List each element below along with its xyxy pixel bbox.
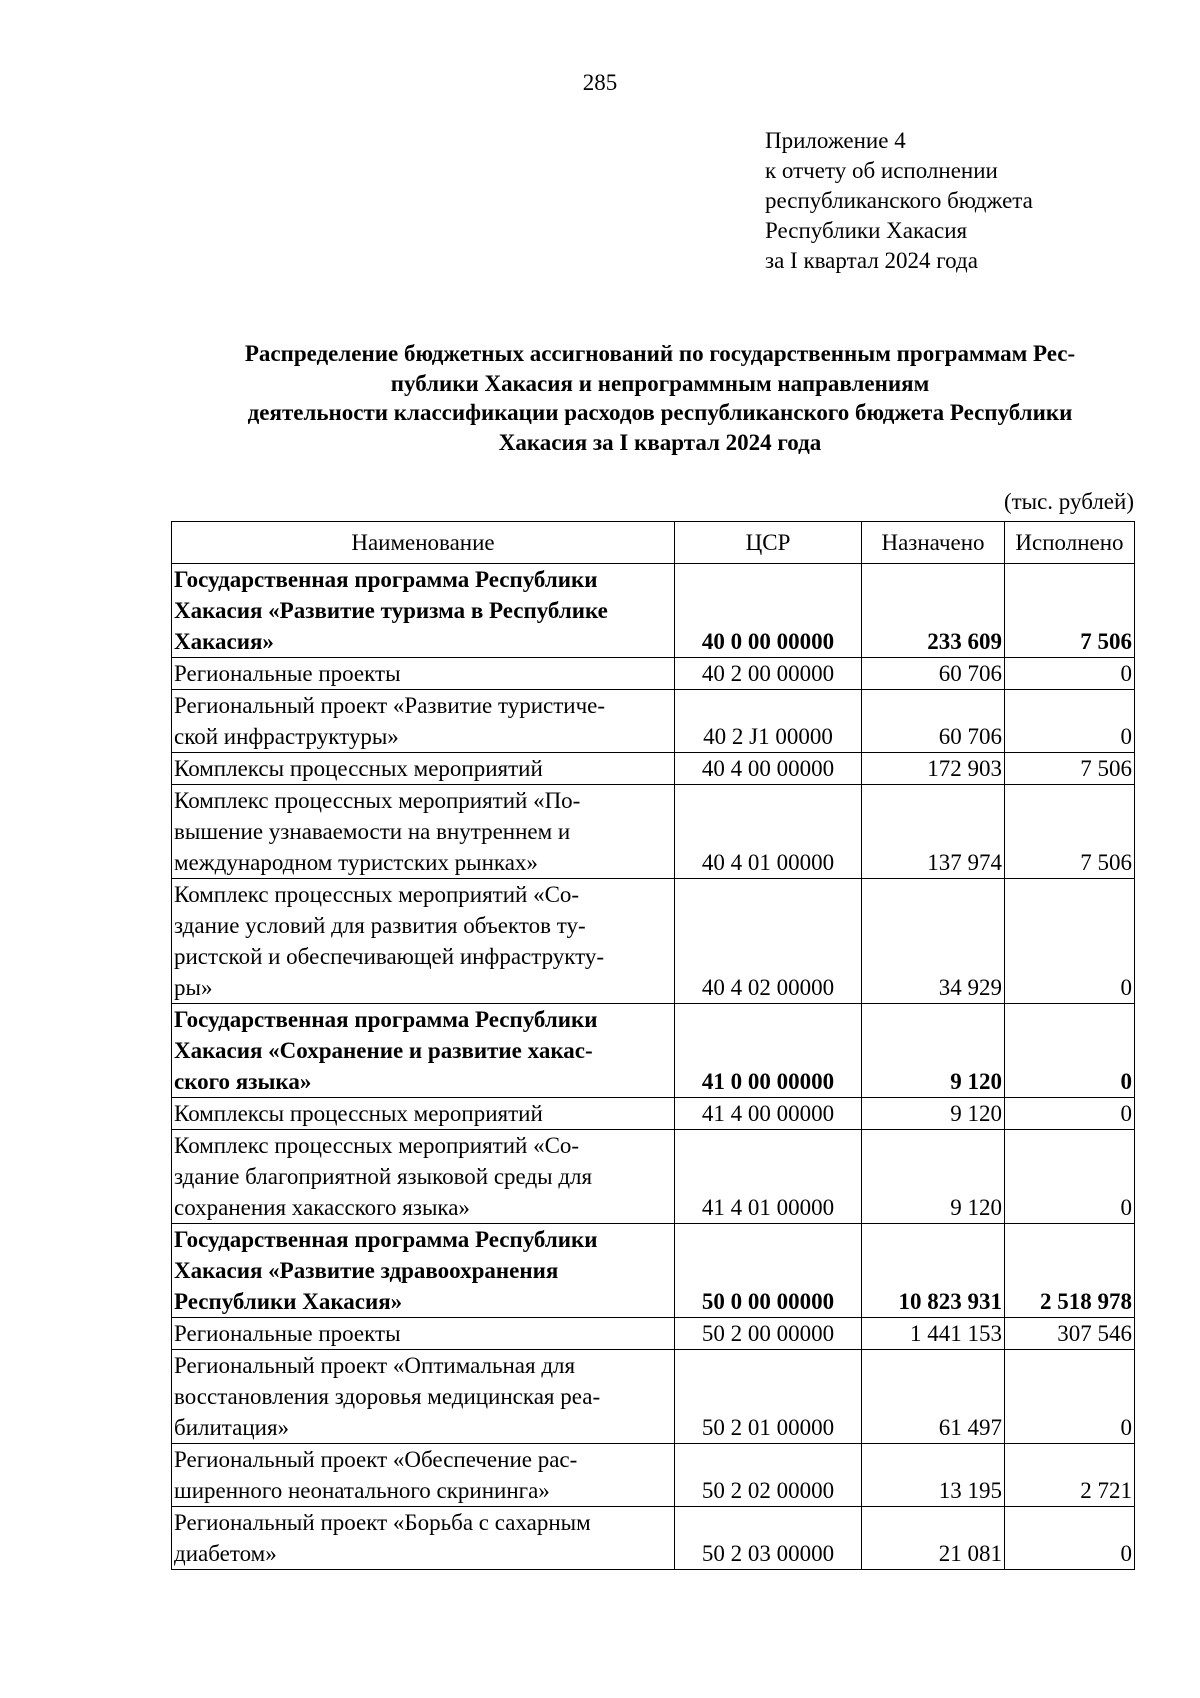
cell-code: 50 2 03 00000	[675, 1507, 862, 1570]
cell-name-line: Региональный проект «Обеспечение рас-	[174, 1447, 578, 1472]
table-body	[172, 564, 1135, 1570]
cell-code: 40 4 01 00000	[675, 785, 862, 879]
cell-name-line: Государственная программа Республики	[174, 567, 598, 592]
cell-name-line: международном туристских рынках»	[174, 850, 538, 875]
table-row	[172, 1224, 1135, 1318]
cell-name-line: Региональные проекты	[174, 1321, 401, 1346]
cell-plan: 10 823 931	[862, 1224, 1005, 1318]
title-line: публики Хакасия и непрограммным направлениям	[390, 370, 930, 396]
cell-code: 50 2 00 00000	[675, 1318, 862, 1350]
cell-name-line: ристской и обеспечивающей инфраструкту-	[174, 944, 605, 969]
table-row	[172, 1130, 1135, 1224]
cell-done: 0	[1005, 690, 1135, 753]
cell-done: 0	[1005, 1350, 1135, 1444]
budget-table	[171, 521, 1135, 1570]
cell-done: 7 506	[1005, 753, 1135, 785]
cell-name-line: Хакасия «Развитие здравоохранения	[174, 1258, 559, 1283]
cell-name-line: Комплекс процессных мероприятий «Со-	[174, 1133, 580, 1158]
cell-code: 50 2 01 00000	[675, 1350, 862, 1444]
cell-plan: 172 903	[862, 753, 1005, 785]
cell-name-line: ры»	[174, 975, 213, 1000]
units-label: (тыс. рублей)	[1003, 489, 1134, 514]
cell-name	[172, 1004, 675, 1098]
cell-done: 7 506	[1005, 564, 1135, 658]
cell-code: 41 4 01 00000	[675, 1130, 862, 1224]
cell-done: 0	[1005, 879, 1135, 1004]
cell-name-line: вышение узнаваемости на внутреннем и	[174, 819, 571, 844]
cell-name-line: Комплекс процессных мероприятий «Со-	[174, 882, 580, 907]
cell-plan: 61 497	[862, 1350, 1005, 1444]
cell-name-line: Региональный проект «Борьба с сахарным	[174, 1510, 591, 1535]
cell-name	[172, 1507, 675, 1570]
document-title	[170, 339, 1150, 457]
cell-name-line: Региональные проекты	[174, 661, 401, 686]
cell-name	[172, 1318, 675, 1350]
cell-plan: 9 120	[862, 1130, 1005, 1224]
table-row	[172, 1004, 1135, 1098]
cell-plan: 13 195	[862, 1444, 1005, 1507]
cell-done: 0	[1005, 658, 1135, 690]
table-row	[172, 564, 1135, 658]
cell-done: 0	[1005, 1004, 1135, 1098]
cell-name-line: Региональный проект «Оптимальная для	[174, 1353, 576, 1378]
header-name: Наименование	[172, 522, 675, 564]
appendix-line: Республики Хакасия	[765, 218, 968, 243]
cell-name-line: Комплекс процессных мероприятий «По-	[174, 788, 581, 813]
cell-name	[172, 1098, 675, 1130]
cell-name	[172, 1224, 675, 1318]
appendix-line: за I квартал 2024 года	[765, 248, 978, 273]
table-row	[172, 1318, 1135, 1350]
cell-name-line: здание благоприятной языковой среды для	[174, 1164, 593, 1189]
table-row	[172, 690, 1135, 753]
header-done: Исполнено	[1005, 522, 1135, 564]
cell-plan: 137 974	[862, 785, 1005, 879]
table-row	[172, 1350, 1135, 1444]
cell-done: 7 506	[1005, 785, 1135, 879]
table-row	[172, 879, 1135, 1004]
cell-name-line: билитация»	[174, 1415, 290, 1440]
cell-name-line: здание условий для развития объектов ту-	[174, 913, 586, 938]
cell-plan: 1 441 153	[862, 1318, 1005, 1350]
cell-name-line: ширенного неонатального скрининга»	[174, 1478, 550, 1503]
page-number: 285	[582, 70, 618, 95]
cell-plan: 233 609	[862, 564, 1005, 658]
cell-name-line: Хакасия»	[174, 629, 274, 654]
cell-name-line: Государственная программа Республики	[174, 1227, 598, 1252]
table-row	[172, 1444, 1135, 1507]
header-plan: Назначено	[862, 522, 1005, 564]
cell-name	[172, 658, 675, 690]
cell-code: 41 0 00 00000	[675, 1004, 862, 1098]
cell-name-line: Комплексы процессных мероприятий	[174, 756, 543, 781]
table-row	[172, 785, 1135, 879]
cell-name	[172, 1444, 675, 1507]
appendix-line: Приложение 4	[765, 128, 906, 153]
table-header-row	[172, 522, 1135, 564]
cell-plan: 9 120	[862, 1098, 1005, 1130]
title-line: Хакасия за I квартал 2024 года	[498, 429, 822, 455]
cell-done: 307 546	[1005, 1318, 1135, 1350]
cell-code: 50 0 00 00000	[675, 1224, 862, 1318]
cell-code: 40 2 00 00000	[675, 658, 862, 690]
cell-name-line: диабетом»	[174, 1541, 277, 1566]
cell-code: 50 2 02 00000	[675, 1444, 862, 1507]
cell-code: 40 4 02 00000	[675, 879, 862, 1004]
table-row	[172, 1507, 1135, 1570]
cell-name	[172, 879, 675, 1004]
cell-plan: 60 706	[862, 658, 1005, 690]
cell-plan: 9 120	[862, 1004, 1005, 1098]
table-row	[172, 1098, 1135, 1130]
appendix-line: республиканского бюджета	[765, 188, 1033, 213]
cell-name-line: восстановления здоровья медицинская реа-	[174, 1384, 601, 1409]
cell-name	[172, 753, 675, 785]
cell-plan: 60 706	[862, 690, 1005, 753]
cell-code: 41 4 00 00000	[675, 1098, 862, 1130]
cell-name	[172, 1130, 675, 1224]
cell-name	[172, 690, 675, 753]
cell-done: 2 721	[1005, 1444, 1135, 1507]
cell-code: 40 0 00 00000	[675, 564, 862, 658]
cell-code: 40 2 J1 00000	[675, 690, 862, 753]
table-row	[172, 658, 1135, 690]
cell-done: 2 518 978	[1005, 1224, 1135, 1318]
cell-plan: 21 081	[862, 1507, 1005, 1570]
title-line: деятельности классификации расходов республиканского бюджета Республики	[247, 400, 1073, 425]
table-row	[172, 753, 1135, 785]
cell-name	[172, 785, 675, 879]
appendix-note	[765, 126, 1033, 276]
cell-done: 0	[1005, 1130, 1135, 1224]
cell-name-line: Хакасия «Сохранение и развитие хакас-	[174, 1038, 593, 1063]
cell-name-line: Республики Хакасия»	[174, 1289, 403, 1314]
cell-name-line: Хакасия «Развитие туризма в Республике	[174, 598, 608, 623]
header-code: ЦСР	[675, 522, 862, 564]
cell-name-line: Комплексы процессных мероприятий	[174, 1101, 543, 1126]
cell-name-line: Государственная программа Республики	[174, 1007, 598, 1032]
cell-name-line: ской инфраструктуры»	[174, 724, 399, 749]
cell-name-line: Региональный проект «Развитие туристиче-	[174, 693, 606, 718]
title-line: Распределение бюджетных ассигнований по государственным программам Рес-	[244, 341, 1076, 366]
cell-done: 0	[1005, 1098, 1135, 1130]
cell-name	[172, 564, 675, 658]
cell-plan: 34 929	[862, 879, 1005, 1004]
cell-name-line: сохранения хакасского языка»	[174, 1195, 470, 1220]
appendix-line: к отчету об исполнении	[765, 158, 998, 183]
cell-code: 40 4 00 00000	[675, 753, 862, 785]
cell-done: 0	[1005, 1507, 1135, 1570]
cell-name	[172, 1350, 675, 1444]
cell-name-line: ского языка»	[174, 1069, 312, 1094]
